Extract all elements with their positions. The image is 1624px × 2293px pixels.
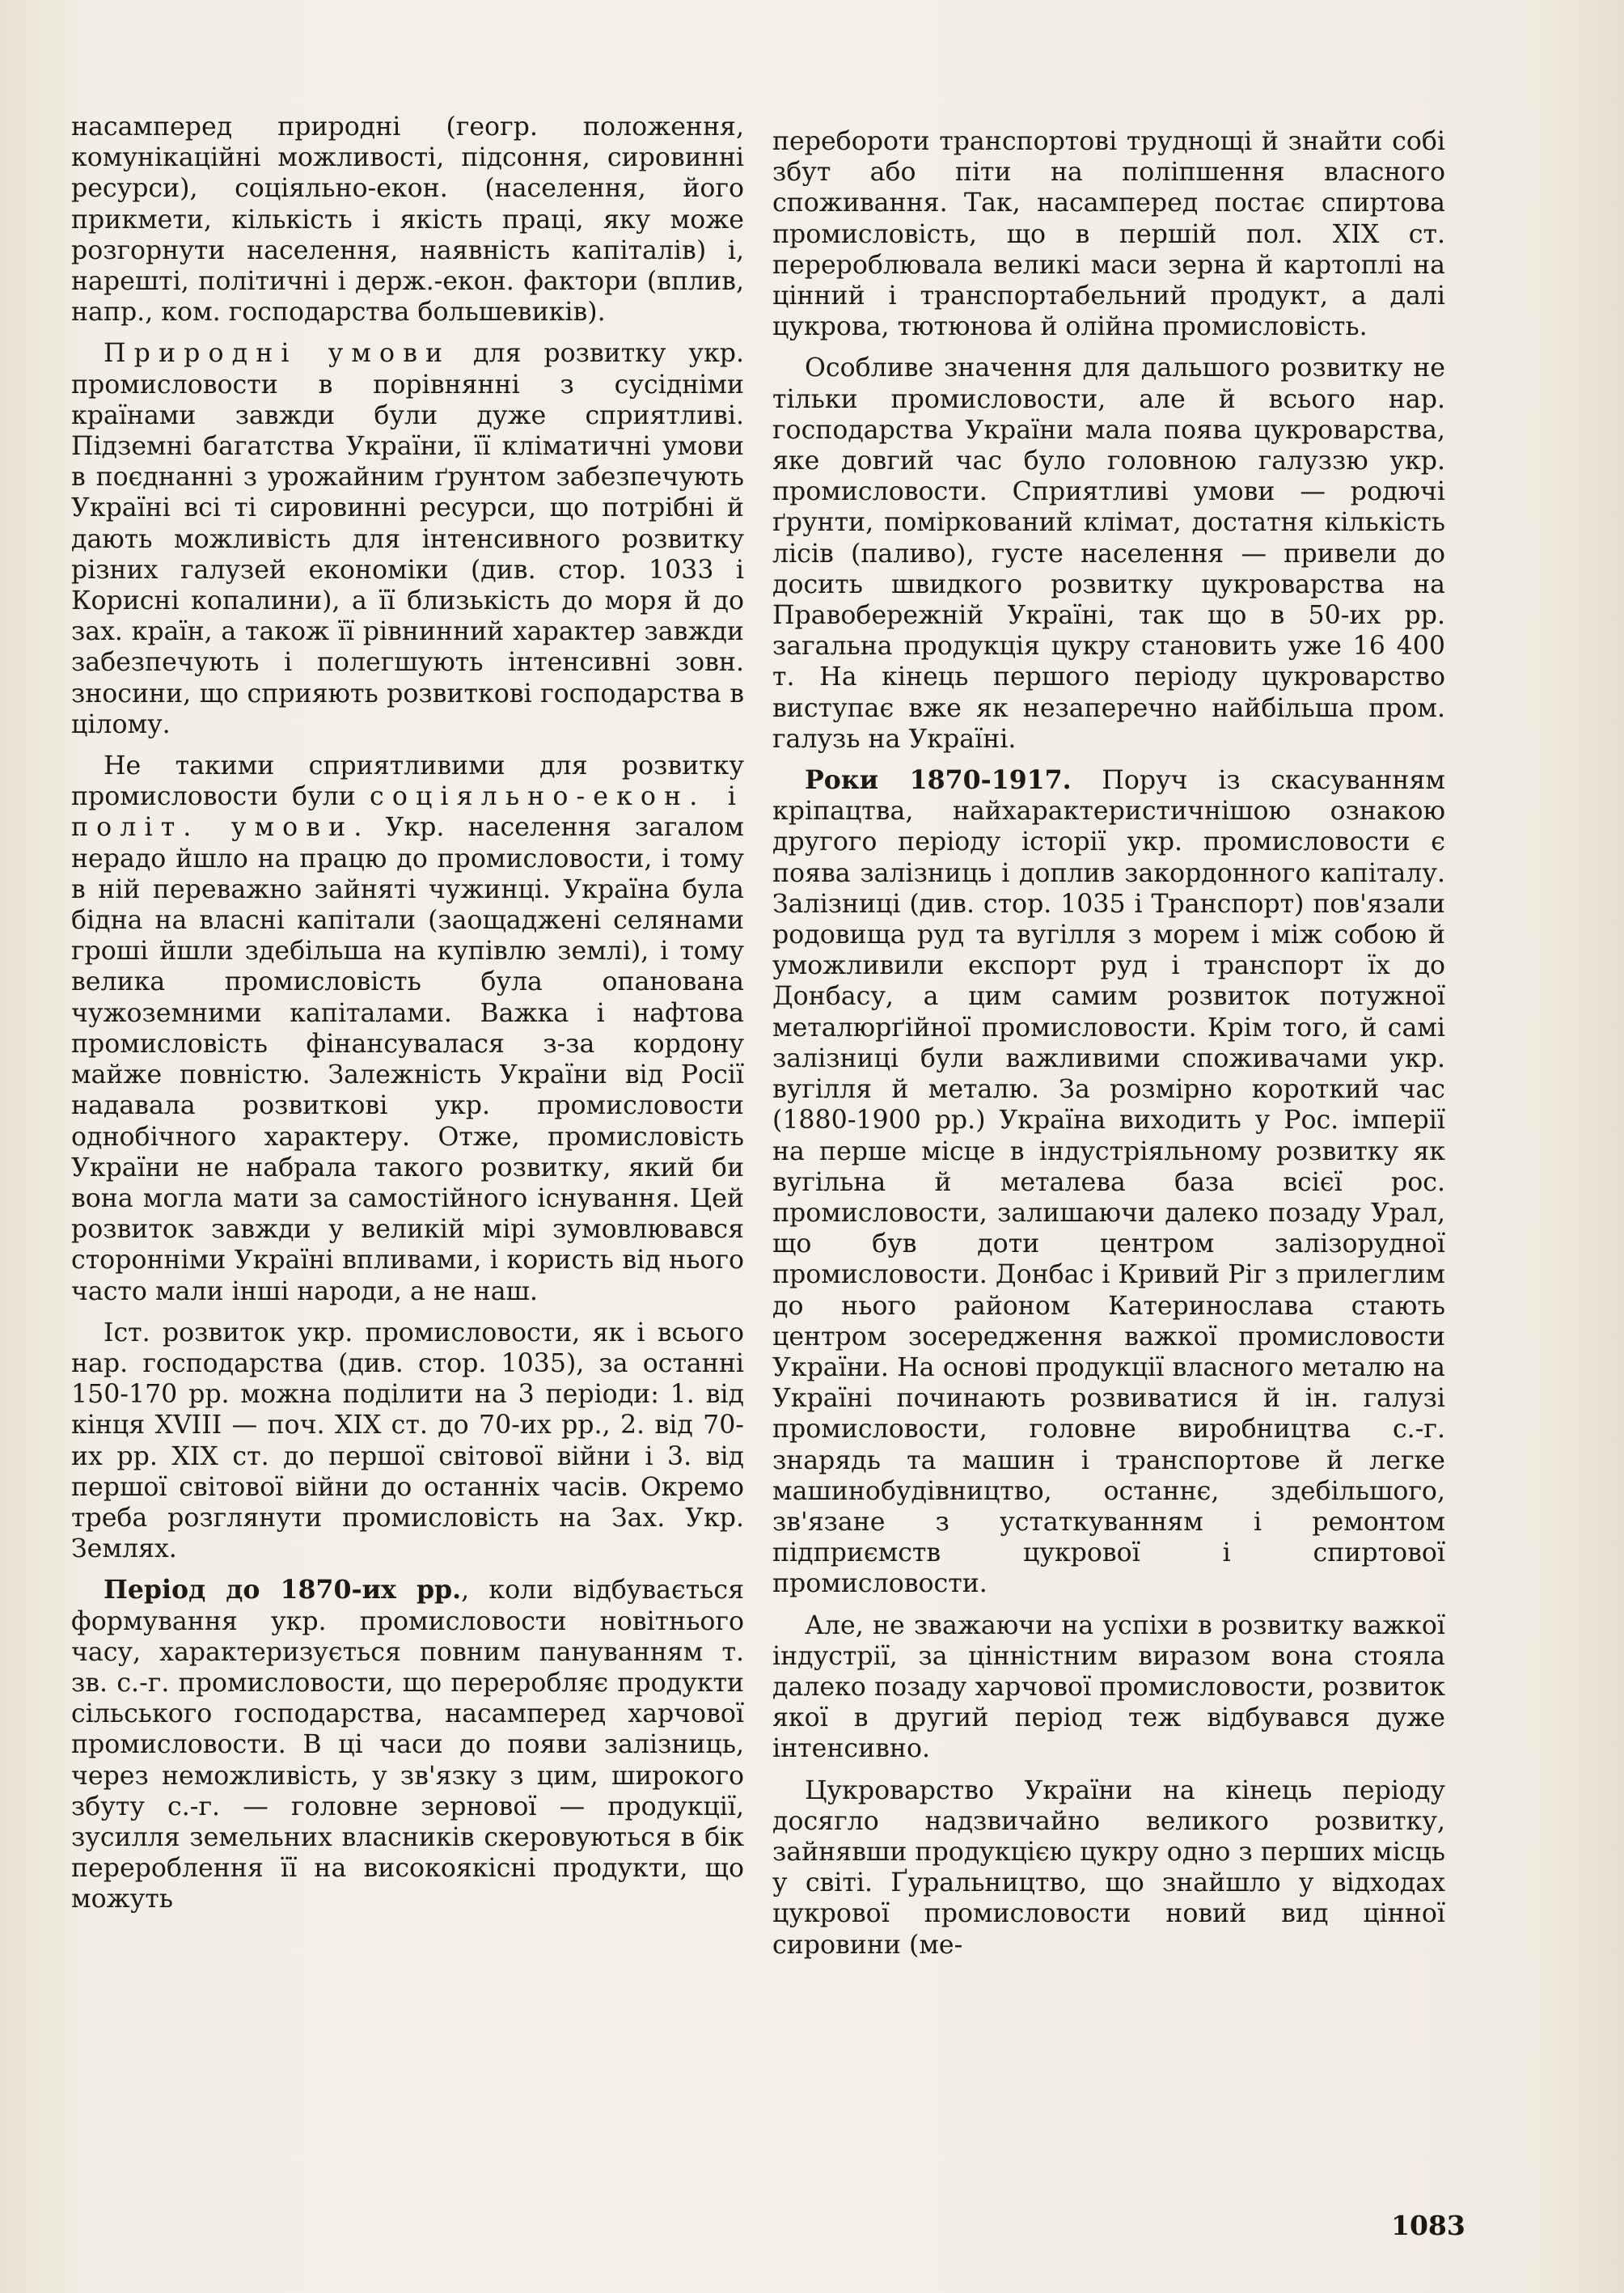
- paragraph-text: , коли відбувається формування укр. промисловости новітнього часу, характеризується повним пануванням т. зв. с.-г. промисловости, що переробляє продукти сільського господарства, насамперед харчової промисловости. В ці часи до появи залізниць, через неможливість, у зв'язку з цим, широкого збуту с.-г. — головне зернової — продукції, зусилля земельних власників скеровуються в бік перероблення її на високоякісні продукти, що можуть: [71, 1576, 744, 1914]
- right-column: [772, 126, 1445, 1971]
- spaced-term: Природні умови: [104, 339, 451, 369]
- paragraph: [772, 1775, 1445, 1961]
- paragraph-text: Поруч із скасуванням кріпацтва, найхарактеристичнішою ознакою другого періоду історії укр. промисловости є поява залізниць і доплив закордонного капіталу. Залізниці (див. стор. 1035 і Транспорт) пов'язали родовища руд та вугілля з морем і між собою й уможливили експорт руд і транспорт їх до Донбасу, а цим самим розвиток потужної металюрґійної промисловости. Крім того, й самі залізниці були важливими споживачами укр. вугілля й металю. За розмірно короткий час (1880-1900 рр.) Україна виходить у Рос. імперії на перше місце в індустріяльному розвитку як вугільна й металева база всієї рос. промисловости, залишаючи далеко позаду Урал, що був доти центром залізорудної промисловости. Донбас і Кривий Ріг з прилеглим до нього районом Катеринослава стають центром зосередження важкої промисловости України. На основі продукції власного металю на Україні починають розвиватися й ін. галузі промисловости, головне виробництва с.-г. знарядь та машин і транспортове й легке машинобудівництво, останнє, здебільшого, зв'язане з устаткуванням і ремонтом підприємств цукрової і спиртової промисловости.: [772, 766, 1445, 1599]
- paragraph: [772, 1610, 1445, 1765]
- paragraph: [71, 1318, 744, 1565]
- paragraph-text: Іст. розвиток укр. промисловости, як і всього нар. господарства (див. стор. 1035), за останні 150-170 рр. можна поділити на 3 періоди: 1. від кінця XVIII — поч. XIX ст. до 70-их рр., 2. від 70-их рр. XIX ст. до першої світової війни і 3. від першої світової війни до останніх часів. Окремо треба розглянути промисловість на Зах. Укр. Землях.: [71, 1318, 744, 1564]
- paragraph-text: насамперед природні (геогр. положення, комунікаційні можливості, підсоння, сировинні ресурси), соціяльно-екон. (населення, його прикмети, кількість і якість праці, яку може розгорнути населення, наявність капіталів) і, нарешті, політичні і держ.-екон. фактори (вплив, напр., ком. господарства большевиків).: [71, 112, 744, 328]
- paragraph-text: Але, не зважаючи на успіхи в розвитку важкої індустрії, за цінністним виразом вона стояла далеко позаду харчової промисловости, розвиток якої в другий період теж відбувався дуже інтенсивно.: [772, 1610, 1445, 1764]
- section-heading: Період до 1870-их рр.: [104, 1575, 462, 1606]
- paragraph-text: . Укр. населення загалом нерадо йшло на працю до промисловости, і тому в ній переважно зайняті чужинці. Україна була бідна на власні капітали (заощаджені селянами гроші йшли здебільша на купівлю землі), і тому велика промисловість була опанована чужоземними капіталами. Важка і нафтова промисловість фінансувалася з-за кордону майже повністю. Залежність України від Росії надавала розвиткові укр. промисловости однобічного характеру. Отже, промисловість України не набрала такого розвитку, який би вона могла мати за самостійного існування. Цей розвиток завжди у великій мірі зумовлювався сторонніми Україні впливами, і користь від нього часто мали інші народи, а не наш.: [71, 813, 744, 1306]
- paragraph-text: Особливе значення для дальшого розвитку не тільки промисловости, але й всього нар. господарства України мала поява цукроварства, яке довгий час було головною галуззю укр. промисловости. Сприятливі умови — родючі ґрунти, поміркований клімат, достатня кількість лісів (паливо), густе населення — привели до досить швидкого розвитку цукроварства на Правобережній Україні, так що в 50-их рр. загальна продукція цукру становить уже 16 400 т. На кінець першого періоду цукроварство виступає вже як незаперечно найбільша пром. галузь на Україні.: [772, 353, 1445, 754]
- spaced-term: соціяльно-екон. і політ. умови: [71, 782, 744, 843]
- paragraph: [71, 338, 744, 740]
- paragraph-text: перебороти транспортові труднощі й знайти собі збут або піти на поліпшення власного споживання. Так, насамперед постає спиртова промисловість, що в першій пол. XIX ст. перероблювала великі маси зерна й картоплі на цінний і транспортабельний продукт, а далі цукрова, тютюнова й олійна промисловість.: [772, 127, 1445, 342]
- paragraph: [772, 353, 1445, 755]
- paragraph: [772, 126, 1445, 342]
- paragraph: [71, 1575, 744, 1914]
- page-number: 1083: [1391, 2210, 1465, 2241]
- section-heading: Роки 1870-1917.: [805, 765, 1072, 796]
- paragraph: [772, 765, 1445, 1599]
- paragraph-text: Не такими сприятливими для розвитку промисловости були: [71, 751, 744, 812]
- paragraph-text: Цукроварство України на кінець періоду досягло надзвичайно великого розвитку, зайнявши продукцією цукру одно з перших місць у світі. Ґуральництво, що знайшло у відходах цукрової промисловости новий вид цінної сировини (ме-: [772, 1775, 1445, 1960]
- paragraph: [71, 751, 744, 1307]
- paragraph-text: для розвитку укр. промисловости в порівнянні з сусідніми країнами завжди були дуже сприятливі. Підземні багатства України, її кліматичні умови в поєднанні з урожайним ґрунтом забезпечують Україні всі ті сировинні ресурси, що потрібні й дають можливість для інтенсивного розвитку різних галузей економіки (див. стор. 1033 і Корисні копалини), а її близькість до моря й до зах. країн, а також її рівнинний характер завжди забезпечують і полегшують інтенсивні зовн. зносини, що сприяють розвиткові господарства в цілому.: [71, 339, 744, 739]
- paragraph: [71, 112, 744, 328]
- left-column: [71, 112, 744, 1926]
